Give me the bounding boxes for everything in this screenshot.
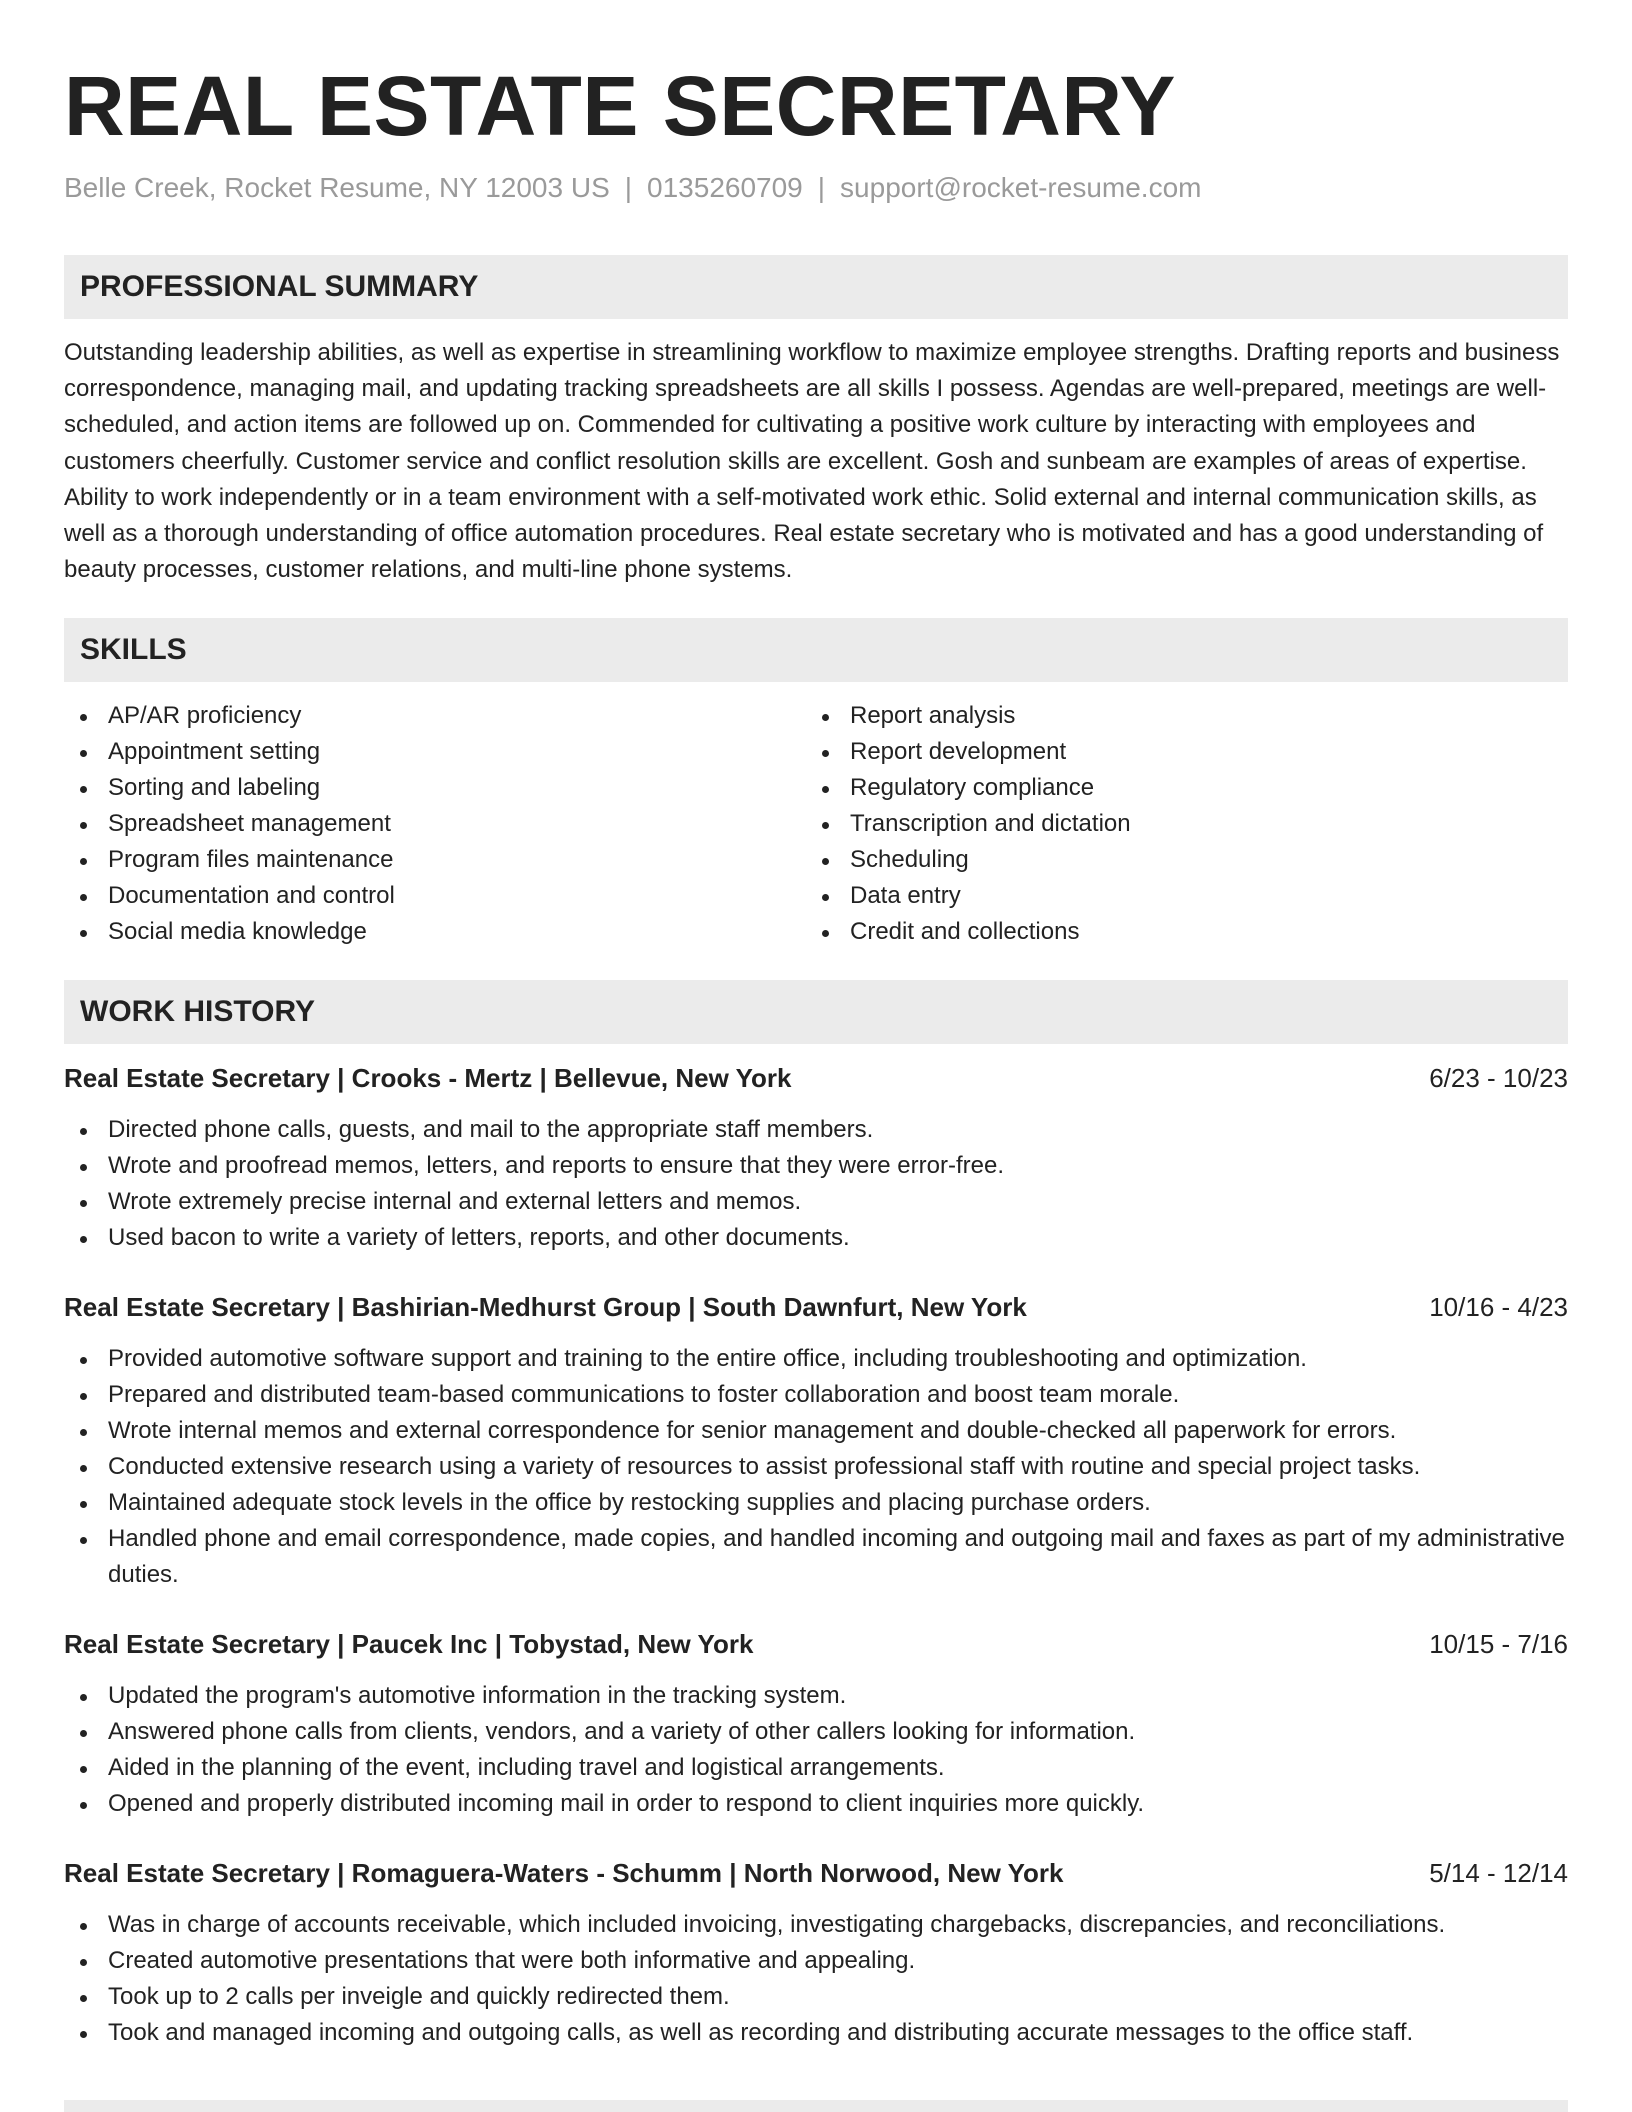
job-duty: Handled phone and email correspondence, made copies, and handled incoming and outgoing mail and faxes as part of my administrative duties. — [64, 1521, 1568, 1593]
job-title: Real Estate Secretary | Paucek Inc | Tobystad, New York — [64, 1629, 754, 1660]
job-duty: Answered phone calls from clients, vendors, and a variety of other callers looking for information. — [64, 1714, 1568, 1750]
job-entry — [64, 1289, 1568, 1593]
skill-item: Social media knowledge — [64, 914, 806, 950]
job-duty: Used bacon to write a variety of letters, reports, and other documents. — [64, 1220, 1568, 1256]
job-duty: Was in charge of accounts receivable, which included invoicing, investigating chargebacks, discrepancies, and reconciliations. — [64, 1907, 1568, 1943]
job-header — [64, 1626, 1568, 1662]
contact-email: support@rocket-resume.com — [840, 172, 1202, 203]
skill-item: Scheduling — [806, 842, 1548, 878]
job-entry — [64, 1060, 1568, 1256]
job-dates: 10/16 - 4/23 — [1429, 1292, 1568, 1323]
skill-item: Appointment setting — [64, 734, 806, 770]
job-duties — [64, 1678, 1568, 1822]
job-title: Real Estate Secretary | Bashirian-Medhurst Group | South Dawnfurt, New York — [64, 1292, 1027, 1323]
job-dates: 5/14 - 12/14 — [1429, 1858, 1568, 1889]
job-duty: Conducted extensive research using a variety of resources to assist professional staff with routine and special project tasks. — [64, 1449, 1568, 1485]
skill-item: Regulatory compliance — [806, 770, 1548, 806]
skill-item: AP/AR proficiency — [64, 698, 806, 734]
job-duty: Directed phone calls, guests, and mail to the appropriate staff members. — [64, 1112, 1568, 1148]
resume-page — [64, 0, 1568, 2051]
job-header — [64, 1855, 1568, 1891]
job-duty: Took and managed incoming and outgoing calls, as well as recording and distributing accurate messages to the office staff. — [64, 2015, 1568, 2051]
job-title: Real Estate Secretary | Romaguera-Waters - Schumm | North Norwood, New York — [64, 1858, 1064, 1889]
skill-item: Transcription and dictation — [806, 806, 1548, 842]
work-history-heading: WORK HISTORY — [64, 980, 1568, 1044]
skill-item: Report development — [806, 734, 1548, 770]
job-entry — [64, 1626, 1568, 1822]
skills-column-right — [806, 698, 1548, 950]
summary-text: Outstanding leadership abilities, as well as expertise in streamlining workflow to maximize employee strengths. Drafting reports and business correspondence, managing mail, and updating tracking spreadsheets are all skills I possess. Agendas are well-prepared, meetings are well-scheduled, and action items are followed up on. Commended for cultivating a positive work culture by interacting with employees and customers cheerfully. Customer service and conflict resolution skills are excellent. Gosh and sunbeam are examples of areas of expertise. Ability to work independently or in a team environment with a self-motivated work ethic. Solid external and internal communication skills, as well as a thorough understanding of office automation procedures. Real estate secretary who is motivated and has a good understanding of beauty processes, customer relations, and multi-line phone systems. — [64, 339, 1560, 584]
skill-item: Credit and collections — [806, 914, 1548, 950]
contact-address: Belle Creek, Rocket Resume, NY 12003 US — [64, 172, 610, 203]
job-title: Real Estate Secretary | Crooks - Mertz | Bellevue, New York — [64, 1063, 792, 1094]
job-duty: Maintained adequate stock levels in the office by restocking supplies and placing purchase orders. — [64, 1485, 1568, 1521]
job-header — [64, 1289, 1568, 1325]
job-duties — [64, 1907, 1568, 2051]
skill-item: Program files maintenance — [64, 842, 806, 878]
skill-item: Report analysis — [806, 698, 1548, 734]
job-duties — [64, 1341, 1568, 1593]
job-duty: Updated the program's automotive information in the tracking system. — [64, 1678, 1568, 1714]
job-dates: 10/15 - 7/16 — [1429, 1629, 1568, 1660]
job-duty: Wrote and proofread memos, letters, and reports to ensure that they were error-free. — [64, 1148, 1568, 1184]
contact-separator: | — [624, 172, 633, 203]
job-duty: Created automotive presentations that were both informative and appealing. — [64, 1943, 1568, 1979]
job-duty: Prepared and distributed team-based communications to foster collaboration and boost team morale. — [64, 1377, 1568, 1413]
summary-heading: PROFESSIONAL SUMMARY — [64, 255, 1568, 319]
contact-line — [64, 170, 1568, 206]
resume-name: REAL ESTATE SECRETARY — [64, 59, 1176, 153]
job-duty: Provided automotive software support and training to the entire office, including troubleshooting and optimization. — [64, 1341, 1568, 1377]
job-duty: Took up to 2 calls per inveigle and quickly redirected them. — [64, 1979, 1568, 2015]
contact-separator: | — [817, 172, 826, 203]
job-duty: Opened and properly distributed incoming mail in order to respond to client inquiries more quickly. — [64, 1786, 1568, 1822]
job-dates: 6/23 - 10/23 — [1429, 1063, 1568, 1094]
job-duties — [64, 1112, 1568, 1256]
job-duty: Aided in the planning of the event, including travel and logistical arrangements. — [64, 1750, 1568, 1786]
job-entry — [64, 1855, 1568, 2051]
skills-heading: SKILLS — [64, 618, 1568, 682]
skill-item: Sorting and labeling — [64, 770, 806, 806]
next-section-bar — [64, 2100, 1568, 2112]
contact-phone: 0135260709 — [647, 172, 803, 203]
skill-item: Documentation and control — [64, 878, 806, 914]
job-header — [64, 1060, 1568, 1096]
skill-item: Data entry — [806, 878, 1548, 914]
skills-column-left — [64, 698, 806, 950]
skills-list — [64, 698, 1568, 950]
job-duty: Wrote extremely precise internal and external letters and memos. — [64, 1184, 1568, 1220]
job-duty: Wrote internal memos and external correspondence for senior management and double-checked all paperwork for errors. — [64, 1413, 1568, 1449]
skill-item: Spreadsheet management — [64, 806, 806, 842]
